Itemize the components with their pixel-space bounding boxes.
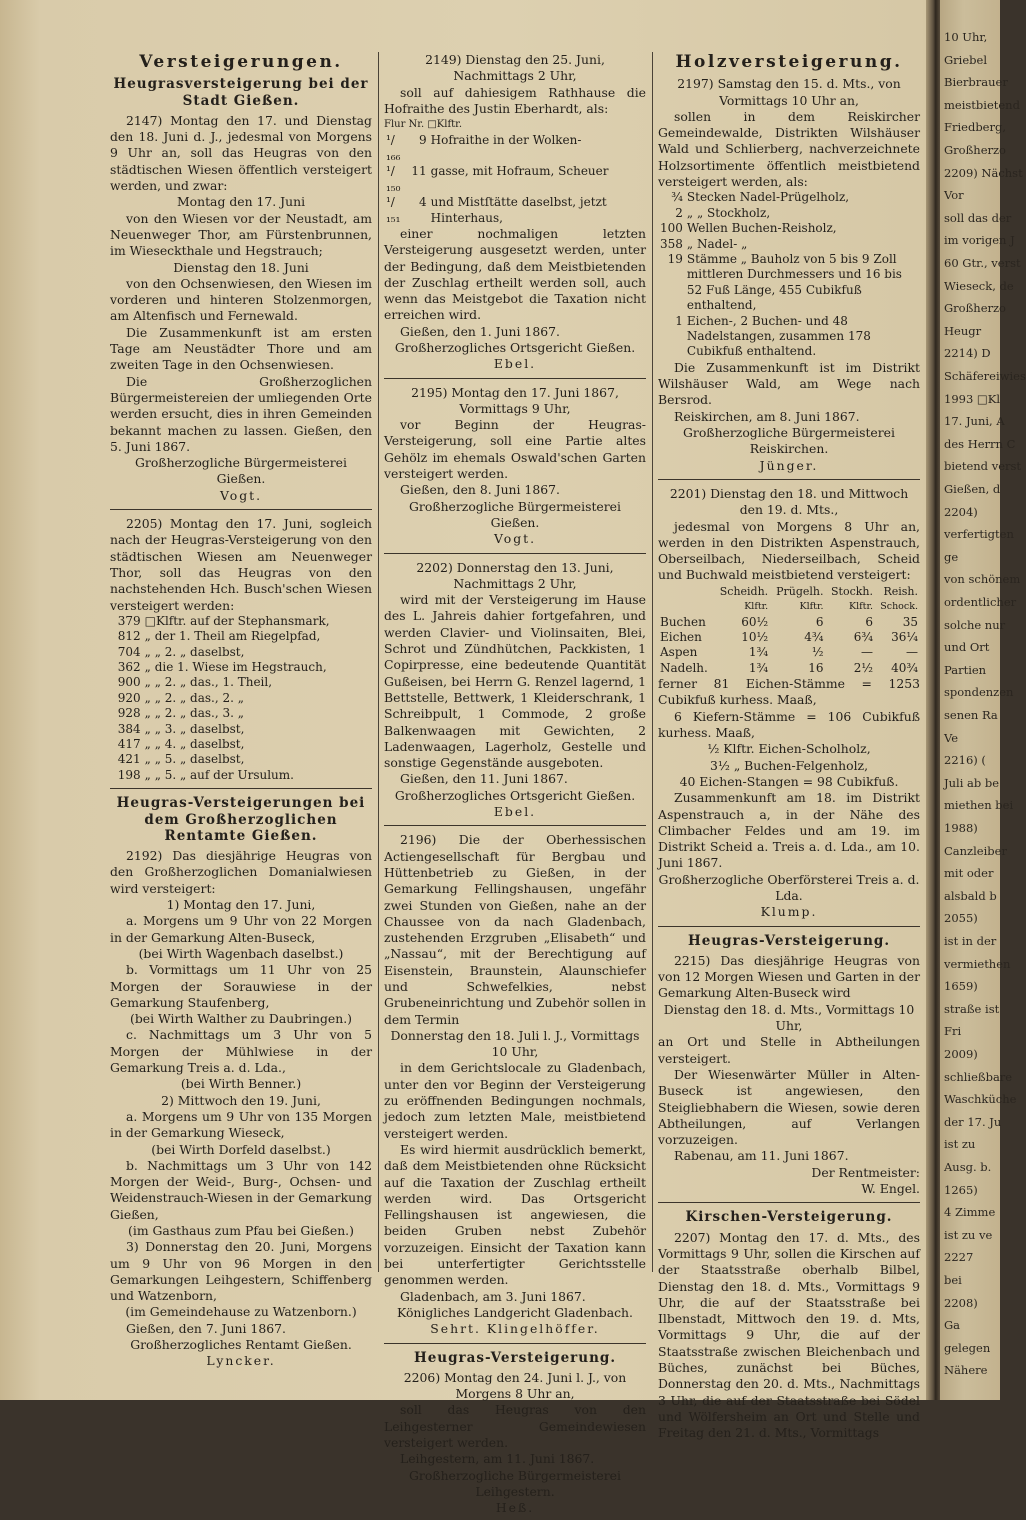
table-cell: 4¾ <box>804 629 824 644</box>
notice-heading: 2201) Dienstag den 18. und Mittwoch den 19. d. Mts., <box>669 485 909 518</box>
notice-item: a. Morgens um 9 Uhr von 135 Morgen in der Gemarkung Wieseck, <box>110 1108 372 1141</box>
table-cell: „ „ 4. „ daselbst, <box>144 737 245 752</box>
adjacent-page-text: soll das der <box>944 210 1012 225</box>
adjacent-page-text: vermiethen <box>944 956 1011 971</box>
table-cell: „ „ Stockholz, <box>686 205 771 220</box>
table-cell: 1¾ <box>748 645 769 660</box>
timber-table <box>658 584 920 676</box>
notice-authority: Königliches Landgericht Gladenbach. <box>397 1304 633 1320</box>
table-cell: ¹/₁₆₆ <box>386 133 401 163</box>
notice-heading: 2197) Samstag den 15. d. Mts., von Vormittags 10 Uhr an, <box>677 76 901 108</box>
notice-text: 2192) Das diesjährige Heugras von den Großherzoglichen Domanialwiesen wird versteigert: <box>110 848 372 896</box>
notice-signature: Vogt. <box>493 531 537 547</box>
adjacent-page-text: 1988) <box>944 821 978 835</box>
table-cell: „ die 1. Wiese im Hegstrauch, <box>144 660 327 675</box>
adjacent-page-text: spondenzen <box>944 685 1014 700</box>
table-header-cell <box>658 584 714 599</box>
table-cell: 812 <box>117 629 141 644</box>
column-right <box>658 52 920 1446</box>
adjacent-page-text: Partien <box>944 662 987 677</box>
table-header-cell: Prügelh. <box>776 584 824 598</box>
table-cell: 384 <box>117 721 141 736</box>
notice-text: in dem Gerichtslocale zu Gladenbach, unter den vor Beginn der Versteigerung zu eröffnenden Bedingungen nochmals, jedoch zum letzten Male, meistbietend versteigert werden. <box>384 1060 646 1141</box>
table-cell: 920 <box>117 690 141 705</box>
notice-text: 40 Eichen-Stangen = 98 Cubikfuß. <box>679 773 899 789</box>
table-cell: „ Nadel- „ <box>686 236 748 251</box>
section-title-versteigerungen: Versteigerungen. <box>139 52 343 72</box>
notice-text: 2215) Das diesjährige Heugras von von 12 Morgen Wiesen und Garten in der Gemarkung Alten-Buseck wird <box>658 952 920 1001</box>
notice-date: Donnerstag den 18. Juli l. J., Vormittags 10 Uhr, <box>390 1027 640 1060</box>
notice-venue: (bei Wirth Walther zu Daubringen.) <box>129 1011 353 1027</box>
notice-text: soll auf dahiesigem Rathhause die Hofraithe des Justin Eberhardt, als: <box>384 84 646 116</box>
column-middle <box>384 52 646 1520</box>
subheading-heugras-stadt: Heugrasversteigerung bei der Stadt Gießen. <box>113 76 369 109</box>
adjacent-page-text: senen Ra <box>944 708 998 722</box>
notice-item: c. Nachmittags um 3 Uhr von 5 Morgen der Mühlwiese in der Gemarkung Treis a. d. Lda., <box>110 1027 372 1076</box>
adjacent-page-text: Juli ab be <box>944 775 1000 790</box>
notice-text: 2147) Montag den 17. und Dienstag den 18. Juni d. J., jedesmal von Morgens 9 Uhr an, soll das Heugras von den städtischen Wiesen öffentlich versteigert werden, und zwar: <box>110 112 372 194</box>
notice-signature: Vogt. <box>219 487 263 503</box>
table-cell: 417 <box>117 737 141 752</box>
adjacent-page-text: Vor <box>944 188 964 203</box>
table-cell: Wellen Buchen-Reisholz, <box>686 221 837 236</box>
adjacent-page-text: Ve <box>944 730 959 745</box>
notice-signature: Heß. <box>495 1500 535 1516</box>
table-header-cell: Klftr. <box>849 601 873 613</box>
notice-2147 <box>110 113 372 504</box>
notice-text: 3½ „ Buchen-Felgenholz, <box>709 757 869 773</box>
table-row <box>658 314 920 360</box>
table-cell: Stämme „ Bauholz von 5 bis 9 Zoll mittleren Durchmessers und 16 bis 52 Fuß Länge, 455 Cubikfuß enthaltend, <box>686 252 902 313</box>
notice-2192 <box>110 848 372 1370</box>
notice-text: von den Wiesen vor der Neustadt, am Neuenweger Thor, am Fürstenbrunnen, im Wieseckthale und Hegstrauch; <box>110 210 372 259</box>
table-row <box>110 752 372 767</box>
adjacent-page-text: 1993 □Kl <box>944 391 1001 406</box>
table-row <box>658 630 920 645</box>
table-cell: 35 <box>902 614 918 629</box>
table-row <box>110 614 372 629</box>
table-row <box>110 706 372 721</box>
table-cell: Aspen <box>660 645 698 660</box>
table-cell: Eichen-, 2 Buchen- und 48 Nadelstangen, zusammen 178 Cubikfuß enthaltend. <box>686 313 871 359</box>
table-cell: „ „ 2. „ das., 3. „ <box>144 706 244 721</box>
notice-venue: (im Gemeindehause zu Watzenborn.) <box>125 1304 357 1320</box>
notice-date: Gießen, den 8. Juni 1867. <box>400 482 560 498</box>
notice-2195 <box>384 385 646 548</box>
notice-authority: Großherzogliches Rentamt Gießen. <box>130 1337 352 1353</box>
adjacent-page-text: verfertigten <box>944 527 1014 542</box>
table-row <box>658 252 920 314</box>
table-cell: 60½ <box>741 614 769 629</box>
notice-text: Die Großherzoglichen Bürgermeistereien der umliegenden Orte werden ersucht, dies in ihren Gemeinden bekannt machen zu lassen. Gießen, den 5. Juni 1867. <box>110 373 372 454</box>
adjacent-page-text: Wieseck, de <box>944 278 1014 293</box>
notice-text: 2207) Montag den 17. d. Mts., des Vormittags 9 Uhr, sollen die Kirschen auf der Staatsstraße oberhalb Bilbel, Dienstag den 18. d. Mts., Vormittags 9 Uhr, die auf der Staatsstraße bei Ilbenstadt, Mittwoch den 19. d. Mts, Vormittags 9 Uhr, die auf der Staatsstraße zwischen Bleichenbach und Büches, zunächst bei Büches, Donnerstag den 20. d. Mts., Nachmittags 3 Uhr, die auf der Staatsstraße bei Södel und Wölfersheim an Ort und Stelle und Freitag den 21. d. Mts., Vormittags <box>658 1229 920 1441</box>
table-row <box>110 645 372 660</box>
table-cell: „ „ 5. „ daselbst, <box>144 752 245 767</box>
adjacent-page-text: Friedberg, <box>944 120 1007 135</box>
adjacent-page-text: bei <box>944 1273 962 1287</box>
adjacent-page-text: 10 Uhr, <box>944 30 988 44</box>
adjacent-page-text: des Herrn C <box>944 436 1016 451</box>
table-header-cell: Schock. <box>880 601 918 613</box>
table-cell: „ „ 5. „ auf der Ursulum. <box>144 767 294 782</box>
notice-item: 3) Donnerstag den 20. Juni, Morgens um 9 Uhr von 96 Morgen in den Gemarkungen Leihgestern, Schiffenberg und Watzenborn, <box>110 1239 372 1304</box>
adjacent-page-text: Griebel <box>944 52 988 67</box>
notice-date: Gießen, den 7. Juni 1867. <box>126 1320 286 1336</box>
table-cell: Hofraithe in der Wolken- <box>430 133 582 148</box>
notice-text: jedesmal von Morgens 8 Uhr an, werden in den Distrikten Aspenstrauch, Oberseilbach, Niederseilbach, Scheid und Buchwald meistbietend versteigert: <box>658 518 920 583</box>
adjacent-page-text: solche nur <box>944 617 1006 632</box>
notice-text: Zusammenkunft am 18. im Distrikt Aspenstrauch a, in der Nähe des Climbacher Feldes und am 19. im Distrikt Scheid a. Treis a. d. Lda., am 10. Juni 1867. <box>658 790 920 871</box>
notice-item: b. Nachmittags um 3 Uhr von 142 Morgen der Weid-, Burg-, Ochsen- und Weidenstrauch-Wiesen in der Gemarkung Gießen, <box>110 1157 372 1222</box>
notice-2196 <box>384 832 646 1337</box>
table-row <box>658 206 920 221</box>
table-cell: 928 <box>117 706 141 721</box>
notice-date: Reiskirchen, am 8. Juni 1867. <box>674 408 860 424</box>
column-divider-right <box>652 52 653 1272</box>
notice-separator <box>110 509 372 510</box>
adjacent-page-text: 17. Juni, A <box>944 414 1005 429</box>
table-cell: und Mistſtätte daselbst, jetzt Hinterhaus, <box>430 195 607 225</box>
table-cell: 358 <box>660 236 683 251</box>
table-header-cell: Klftr. <box>799 601 824 613</box>
adjacent-page-text: 2214) D <box>944 346 991 361</box>
adjacent-page-text: und Ort <box>944 640 990 655</box>
notice-text: 6 Kiefern-Stämme = 106 Cubikfuß kurhess. Maaß, <box>658 708 920 741</box>
notice-text: 2205) Montag den 17. Juni, sogleich nach der Heugras-Versteigerung von den städtischen Wiesen am Neuenweger Thor, soll das Heugras von den nachstehenden Hch. Busch'schen Wiesen versteigert werden: <box>110 516 372 613</box>
adjacent-page-text: ist zu ve <box>944 1227 993 1242</box>
table-row <box>658 645 920 660</box>
adjacent-page-fragment <box>940 0 1026 1400</box>
notice-separator <box>658 479 920 480</box>
table-cell: ½ <box>811 645 824 660</box>
table-cell: 2½ <box>853 660 873 675</box>
notice-item: 2) Mittwoch den 19. Juni, <box>161 1092 321 1108</box>
adjacent-page-text: von schönem <box>944 572 1021 587</box>
notice-date: Gießen, den 1. Juni 1867. <box>400 323 560 339</box>
adjacent-page-text: 4 Zimme <box>944 1205 996 1220</box>
notice-separator <box>384 378 646 379</box>
adjacent-page-text: Waschküche <box>944 1092 1017 1107</box>
table-row <box>658 190 920 205</box>
notice-heading: 2149) Dienstag den 25. Juni, Nachmittags 2 Uhr, <box>425 52 605 84</box>
table-cell: 6 <box>815 614 824 629</box>
notice-text: ferner 81 Eichen-Stämme = 1253 Cubikfuß kurhess. Maaß, <box>658 676 920 708</box>
notice-separator <box>110 788 372 789</box>
table-row <box>110 691 372 706</box>
notice-text: Die Zusammenkunft ist am ersten Tage am Neustädter Thore und am zweiten Tage in den Ochsenwiesen. <box>110 324 372 373</box>
notice-authority: Großherzogliche Bürgermeisterei Leihgestern. <box>409 1467 621 1499</box>
adjacent-page-text: 1265) <box>944 1182 978 1197</box>
notice-item: b. Vormittags um 11 Uhr von 25 Morgen der Sorauwiese in der Gemarkung Staufenberg, <box>110 962 372 1010</box>
notice-signature: Jünger. <box>759 457 819 473</box>
table-header-cell: Reish. <box>883 584 918 598</box>
notice-date: Gladenbach, am 3. Juni 1867. <box>400 1288 586 1304</box>
table-cell: 11 <box>411 164 427 179</box>
notice-venue: (bei Wirth Dorfeld daselbst.) <box>151 1141 331 1157</box>
adjacent-page-text: alsbald b <box>944 888 997 903</box>
notice-authority: Großherzogliche Bürgermeisterei Reiskirchen. <box>683 425 895 457</box>
table-header-row <box>658 599 920 614</box>
table-cell: ¹/₁₅₀ <box>386 164 401 194</box>
notice-item: a. Morgens um 9 Uhr von 22 Morgen in der Gemarkung Alten-Buseck, <box>110 913 372 945</box>
notice-text: Es wird hiermit ausdrücklich bemerkt, daß dem Meistbietenden ohne Rücksicht auf die Taxation der Zuschlag ertheilt werden wird. Das Ortsgericht Fellingshausen ist angewiesen, die beiden Gruben nebst Zubehör vorzuzeigen. Einsicht der Taxation kann bei unterfertigter Gerichtsstelle genommen werden. <box>384 1141 646 1288</box>
adjacent-page-text: Fri <box>944 1024 962 1039</box>
table-caption: Flur Nr. □Klftr. <box>384 119 463 131</box>
notice-2201 <box>658 486 920 921</box>
adjacent-page-text: 2227 <box>944 1250 974 1265</box>
notice-signature: W. Engel. <box>861 1181 920 1197</box>
table-cell: 421 <box>117 752 141 767</box>
table-row <box>384 164 646 195</box>
notice-text: Die Zusammenkunft ist im Distrikt Wilshäuser Wald, am Wege nach Bersrod. <box>658 359 920 408</box>
adjacent-page-text: schließbare <box>944 1069 1013 1084</box>
notice-date: Leihgestern, am 11. Juni 1867. <box>400 1451 595 1467</box>
table-row <box>110 660 372 675</box>
adjacent-page-text: ist in der <box>944 934 997 948</box>
table-cell: Nadelh. <box>660 660 708 675</box>
notice-signature: Klump. <box>760 904 818 920</box>
notice-authority: Großherzogliches Ortsgericht Gießen. <box>394 340 636 355</box>
table-cell: — <box>906 645 918 660</box>
notice-date: Gießen, den 11. Juni 1867. <box>400 771 568 787</box>
adjacent-page-text: meistbietend <box>944 97 1020 112</box>
adjacent-page-text: gelegen <box>944 1340 991 1355</box>
notice-item: 1) Montag den 17. Juni, <box>166 897 316 913</box>
table-cell: 100 <box>660 221 683 236</box>
table-cell: „ „ 2. „ das., 2. „ <box>144 690 244 705</box>
table-cell: Buchen <box>660 614 706 629</box>
column-left <box>110 52 372 1374</box>
adjacent-page-text: ordentlicher <box>944 595 1017 609</box>
notice-text: sollen in dem Reiskircher Gemeindewalde, Distrikten Wilshäuser Wald und Schlierberg, nachverzeichnete Holzsortimente öffentlich meistbietend versteigert werden, als: <box>658 108 920 190</box>
notice-text: 2196) Die der Oberhessischen Actiengesellschaft für Bergbau und Hüttenbetrieb zu Gießen, in der Gemarkung Fellingshausen, ungefähr zwei Stunden von Gießen, nahe an der Chaussee von da nach Gladenbach, zustehenden Erzgruben „Elisabeth“ und „Nassau“, mit der Berechtigung auf Eisenstein, Braunstein, Alaunschiefer und Schwefelkies, nebst Grubeneinrichtung und Zubehör sollen in dem Termin <box>384 832 646 1027</box>
adjacent-page-text: Ausg. b. <box>944 1160 992 1174</box>
adjacent-page-text: Nähere <box>944 1363 988 1378</box>
table-cell: „ „ 2. „ das., 1. Theil, <box>144 675 273 690</box>
adjacent-page-text: bietend verst <box>944 459 1022 474</box>
table-cell: 198 <box>117 767 141 782</box>
notice-text: einer nochmaligen letzten Versteigerung ausgesetzt werden, unter der Bedingung, daß dem Meistbietenden der Zuschlag ertheilt werden soll, auch wenn das Meistgebot die Taxation nicht erreichen wird. <box>384 225 646 323</box>
table-cell: 704 <box>117 644 141 659</box>
notice-2207 <box>658 1230 920 1442</box>
table-cell: 900 <box>117 675 141 690</box>
adjacent-page-text: 1659) <box>944 979 978 994</box>
notice-date: Montag den 17. Juni <box>176 194 306 210</box>
adjacent-page-text: Bierbrauer <box>944 75 1008 90</box>
table-header-cell: Klftr. <box>744 601 769 613</box>
notice-separator <box>384 825 646 826</box>
table-header-cell <box>658 599 714 614</box>
notice-signature: Ebel. <box>493 804 537 820</box>
notice-2215 <box>658 953 920 1197</box>
notice-text: wird mit der Versteigerung im Hause des L. Jahreis dahier fortgefahren, und werden Clavier- und Violinsaiten, Blei, Schrot und Zündhütchen, Packkisten, 1 Copirpresse, eine bedeutende Quantität Gußeisen, bei Herrn G. Renzel lagernd, 1 Bettstelle, Bettwerk, 1 Kleiderschrank, 1 Schreibpult, 1 Commode, 2 große Balkenwaagen mit Gewichten, 2 Ladenwaagen, Lagerholz, Gestelle und sonstige Gegenstände ausgeboten. <box>384 592 646 771</box>
adjacent-page-text: 60 Gtr., verst <box>944 256 1021 270</box>
table-row <box>110 629 372 644</box>
notice-heading: 2202) Donnerstag den 13. Juni, Nachmittags 2 Uhr, <box>416 559 614 591</box>
notice-authority: Großherzogliche Bürgermeisterei Gießen. <box>135 455 347 487</box>
section-title-holzversteigerung: Holzversteigerung. <box>675 52 903 72</box>
notice-signature: Lyncker. <box>206 1353 276 1369</box>
table-cell: ¹/₁₅₁ <box>386 195 401 225</box>
table-row <box>658 221 920 236</box>
table-row <box>658 661 920 676</box>
table-cell: „ „ 2. „ daselbst, <box>144 644 245 659</box>
table-row <box>384 133 646 164</box>
subheading-kirschen: Kirschen-Versteigerung. <box>685 1209 893 1226</box>
notice-text: Der Wiesenwärter Müller in Alten-Buseck ist angewiesen, den Steigliebhabern die Wiesen, sowie deren Abtheilungen, auf Verlangen vorzuzeigen. <box>658 1066 920 1148</box>
table-cell: 16 <box>808 660 824 675</box>
table-cell: 1 <box>675 313 683 328</box>
table-cell: 1¾ <box>748 660 769 675</box>
table-cell: „ der 1. Theil am Riegelpfad, <box>144 629 321 644</box>
notice-authority: Großherzogliche Oberförsterei Treis a. d. Lda. <box>658 871 920 903</box>
table-cell: 4 <box>419 195 427 210</box>
table-cell: Eichen <box>660 629 702 644</box>
adjacent-page-text: Großherzo <box>944 301 1006 316</box>
notice-venue: (im Gasthaus zum Pfau bei Gießen.) <box>128 1222 354 1238</box>
notice-date: Rabenau, am 11. Juni 1867. <box>674 1148 849 1164</box>
adjacent-page-text: straße ist <box>944 1001 1000 1016</box>
adjacent-page-text: Gießen, d <box>944 482 1001 496</box>
table-row <box>110 722 372 737</box>
table-cell: 6 <box>865 614 873 629</box>
notice-separator <box>384 1343 646 1344</box>
adjacent-page-text: der 17. Ju <box>944 1114 1002 1129</box>
notice-2149 <box>384 52 646 373</box>
table-cell: — <box>861 645 873 660</box>
column-divider-left <box>378 52 379 1272</box>
adjacent-page-text: 2055) <box>944 911 978 926</box>
notice-date: Dienstag den 18. Juni <box>173 259 309 275</box>
adjacent-page-text: mit oder <box>944 866 994 881</box>
notice-2206 <box>384 1370 646 1517</box>
notice-heading: 2195) Montag den 17. Juni 1867, Vormittags 9 Uhr, <box>411 384 619 416</box>
table-header-row <box>658 584 920 599</box>
adjacent-page-text: ist zu <box>944 1137 976 1152</box>
notice-signature: Ebel. <box>493 356 537 372</box>
adjacent-page-text: Heugr <box>944 323 982 338</box>
table-cell: 40¾ <box>891 660 918 675</box>
table-row <box>384 195 646 226</box>
notice-authority: Der Rentmeister: <box>811 1164 920 1180</box>
notice-separator <box>658 926 920 927</box>
notice-heading: 2206) Montag den 24. Juni l. J., von Morgens 8 Uhr an, <box>403 1369 627 1402</box>
table-row <box>658 237 920 252</box>
table-cell: □Klftr. auf der Stephansmark, <box>144 613 330 628</box>
meadow-table <box>110 614 372 783</box>
table-cell: 10½ <box>741 629 769 644</box>
table-cell: 362 <box>117 660 141 675</box>
table-cell: 6¾ <box>853 629 873 644</box>
table-cell: „ „ 3. „ daselbst, <box>144 721 245 736</box>
adjacent-page-text: 2209) Nächst <box>944 165 1023 180</box>
subheading-heugras-rabenau: Heugras-Versteigerung. <box>687 932 891 949</box>
notice-2205 <box>110 516 372 783</box>
notice-text: an Ort und Stelle in Abtheilungen versteigert. <box>658 1034 920 1066</box>
notice-text: von den Ochsenwiesen, den Wiesen im vorderen und hinteren Stolzenmorgen, am Altenfisch und Fernewald. <box>110 275 372 324</box>
notice-2197 <box>658 76 920 474</box>
table-row <box>110 737 372 752</box>
table-row <box>110 768 372 783</box>
table-cell: 19 <box>667 252 683 266</box>
notice-venue: (bei Wirth Benner.) <box>180 1076 302 1092</box>
table-cell: Stecken Nadel-Prügelholz, <box>686 190 850 205</box>
adjacent-page-text: 2009) <box>944 1047 978 1061</box>
adjacent-page-text: im vorigen J <box>944 233 1015 248</box>
adjacent-page-text: Ga <box>944 1318 961 1333</box>
notice-authority: Großherzogliches Ortsgericht Gießen. <box>394 787 636 803</box>
adjacent-page-text: 2208) <box>944 1295 978 1310</box>
adjacent-page-text: 2216) ( <box>944 753 986 768</box>
notice-separator <box>658 1202 920 1203</box>
adjacent-page-text: Schäfereiwies <box>944 369 1026 383</box>
subheading-heugras-leihgestern: Heugras-Versteigerung. <box>413 1349 617 1366</box>
adjacent-page-text: ge <box>944 549 959 564</box>
table-header-cell: Stockh. <box>831 584 873 598</box>
adjacent-page-text: 2204) <box>944 504 978 519</box>
notice-separator <box>384 553 646 554</box>
table-row <box>110 675 372 690</box>
adjacent-page-text: Großherzo <box>944 143 1006 157</box>
notice-date: Dienstag den 18. d. Mts., Vormittags 10 Uhr, <box>663 1001 915 1034</box>
notice-venue: (bei Wirth Wagenbach daselbst.) <box>138 945 344 961</box>
property-table <box>384 133 646 225</box>
table-header-cell: Scheidh. <box>719 584 769 598</box>
notice-text: vor Beginn der Heugras-Versteigerung, soll eine Partie altes Gehölz im ehemals Oswald'schen Garten versteigert werden. <box>384 417 646 482</box>
table-cell: 2 <box>675 205 683 220</box>
notice-signature: Sehrt. Klingelhöffer. <box>430 1321 600 1337</box>
subheading-heugras-rentamt: Heugras-Versteigerungen bei dem Großherzoglichen Rentamte Gießen. <box>116 795 366 844</box>
table-cell: gasse, mit Hofraum, Scheuer <box>430 164 609 179</box>
table-cell: ¾ <box>671 190 683 205</box>
table-cell: 9 <box>419 133 427 148</box>
adjacent-page-text: miethen bei <box>944 798 1014 813</box>
table-cell: 379 <box>117 613 141 628</box>
notice-text: ½ Klftr. Eichen-Scholholz, <box>707 741 871 757</box>
notice-2202 <box>384 560 646 821</box>
table-row <box>658 615 920 630</box>
adjacent-page-text: Canzleiber <box>944 843 1007 858</box>
table-cell: 36¼ <box>891 629 918 644</box>
wood-table <box>658 190 920 359</box>
notice-text: soll das Heugras von den Leihgesterner Gemeindewiesen versteigert werden. <box>384 1402 646 1450</box>
notice-authority: Großherzogliche Bürgermeisterei Gießen. <box>409 498 621 530</box>
